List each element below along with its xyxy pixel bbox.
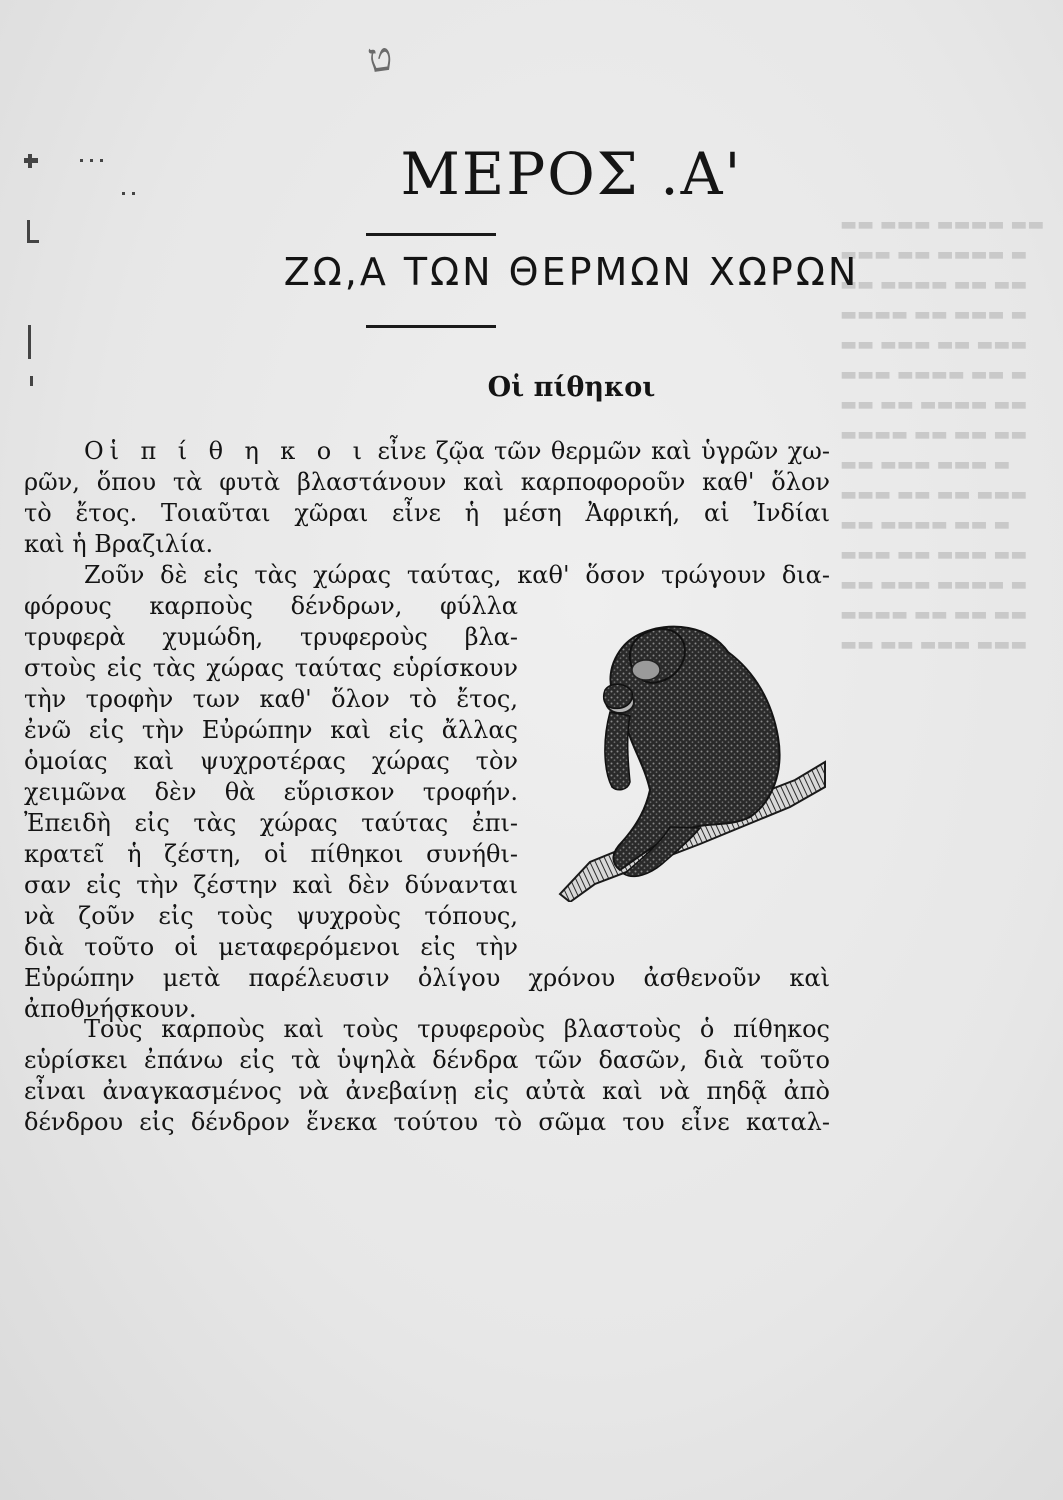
part-title: ΜΕΡΟΣ .Α' <box>400 140 743 208</box>
section-title: ΖΩ,Α ΤΩΝ ΘΕΡΜΩΝ ΧΩΡΩΝ <box>283 250 860 294</box>
text-line: τρυφερὰ χυμώδη, τρυφεροὺς βλα- <box>24 623 518 651</box>
text-line: χειμῶνα δὲν θὰ εὕρισκον τροφήν. <box>24 778 518 806</box>
text-line: ἐνῶ εἰς τὴν Εὐρώπην καὶ εἰς ἄλλας <box>24 716 518 744</box>
paragraph-3 <box>24 1014 830 1138</box>
monkey-illustration <box>550 612 830 902</box>
text-line: δένδρου εἰς δένδρον ἕνεκα τούτου τὸ σῶμα του εἶνε καταλ- <box>24 1108 830 1136</box>
text-line: εἶναι ἀναγκασμένος νὰ ἀνεβαίνῃ εἰς αὐτὰ καὶ νὰ πηδᾷ ἀπὸ <box>24 1077 830 1105</box>
paragraph-1 <box>24 436 830 560</box>
bleed-through-text: ▬▬ ▬▬▬ ▬▬▬▬ ▬▬ ▬▬▬ ▬▬ ▬▬▬▬ ▬ ▬▬ ▬▬▬▬ ▬▬ ▬▬ ▬▬▬▬ ▬▬ ▬▬▬ ▬ ▬▬ ▬▬▬ ▬▬ ▬▬▬ ▬▬▬ ▬▬▬▬ ▬▬ ▬ ▬▬ ▬▬ ▬▬▬▬ ▬▬ ▬▬▬▬ ▬▬ ▬▬ ▬▬ ▬▬ ▬▬▬ ▬▬▬ ▬ ▬▬▬ ▬▬ ▬▬ ▬▬▬ ▬▬ ▬▬▬▬ ▬▬ ▬ ▬▬▬ ▬▬ ▬▬▬ ▬▬ ▬▬ ▬▬▬ ▬▬▬▬ ▬ ▬▬▬▬ ▬▬ ▬▬ ▬▬ ▬▬ ▬▬ ▬▬▬ ▬▬▬ <box>840 214 1045 655</box>
text-line: τὴν τροφὴν των καθ' ὅλον τὸ ἔτος, <box>24 685 518 713</box>
title-rule <box>366 233 496 236</box>
highlighted-term: Οἱ π ί θ η κ ο ι <box>84 437 369 465</box>
text-line: τὸ ἔτος. Τοιαῦται χῶραι εἶνε ἡ μέση Ἀφρική, αἱ Ἰνδίαι <box>24 499 830 527</box>
text-line: Ἐπειδὴ εἰς τὰς χώρας ταύτας ἐπι- <box>24 809 518 837</box>
text-line: καὶ ἡ Βραζιλία. <box>24 530 214 558</box>
text-line: Ζοῦν δὲ εἰς τὰς χώρας ταύτας, καθ' ὅσον τρώγουν δια- <box>84 561 830 589</box>
text-line: κρατεῖ ἡ ζέστη, οἱ πίθηκοι συνήθι- <box>24 840 518 868</box>
text-line: εὑρίσκει ἐπάνω εἰς τὰ ὑψηλὰ δένδρα τῶν δασῶν, διὰ τοῦτο <box>24 1046 830 1074</box>
text-line: σαν εἰς τὴν ζέστην καὶ δὲν δύνανται <box>24 871 518 899</box>
text-line: ὁμοίας καὶ ψυχροτέρας χώρας τὸν <box>24 747 518 775</box>
text-line: Τοὺς καρποὺς καὶ τοὺς τρυφεροὺς βλαστοὺς ὁ πίθηκος <box>84 1015 830 1043</box>
text-line: ρῶν, ὅπου τὰ φυτὰ βλαστάνουν καὶ καρποφοροῦν καθ' ὅλον <box>24 468 830 496</box>
text-run: εἶνε ζῷα τῶν θερμῶν καὶ ὑγρῶν χω- <box>368 437 830 465</box>
pencil-mark: ט <box>364 33 396 83</box>
chapter-heading: Οἱ πίθηκοι <box>487 372 656 403</box>
text-line: διὰ τοῦτο οἱ μεταφερόμενοι εἰς τὴν <box>24 933 518 961</box>
text-line: Εὐρώπην μετὰ παρέλευσιν ὀλίγου χρόνου ἀσθενοῦν καὶ <box>24 964 830 992</box>
text-line <box>24 436 830 467</box>
text-line: στοὺς εἰς τὰς χώρας ταύτας εὑρίσκουν <box>24 654 518 682</box>
section-rule <box>366 325 496 328</box>
text-line: φόρους καρποὺς δένδρων, φύλλα <box>24 592 518 620</box>
text-line: ἀποθνήσκουν. <box>24 995 197 1023</box>
text-line: νὰ ζοῦν εἰς τοὺς ψυχροὺς τόπους, <box>24 902 518 930</box>
